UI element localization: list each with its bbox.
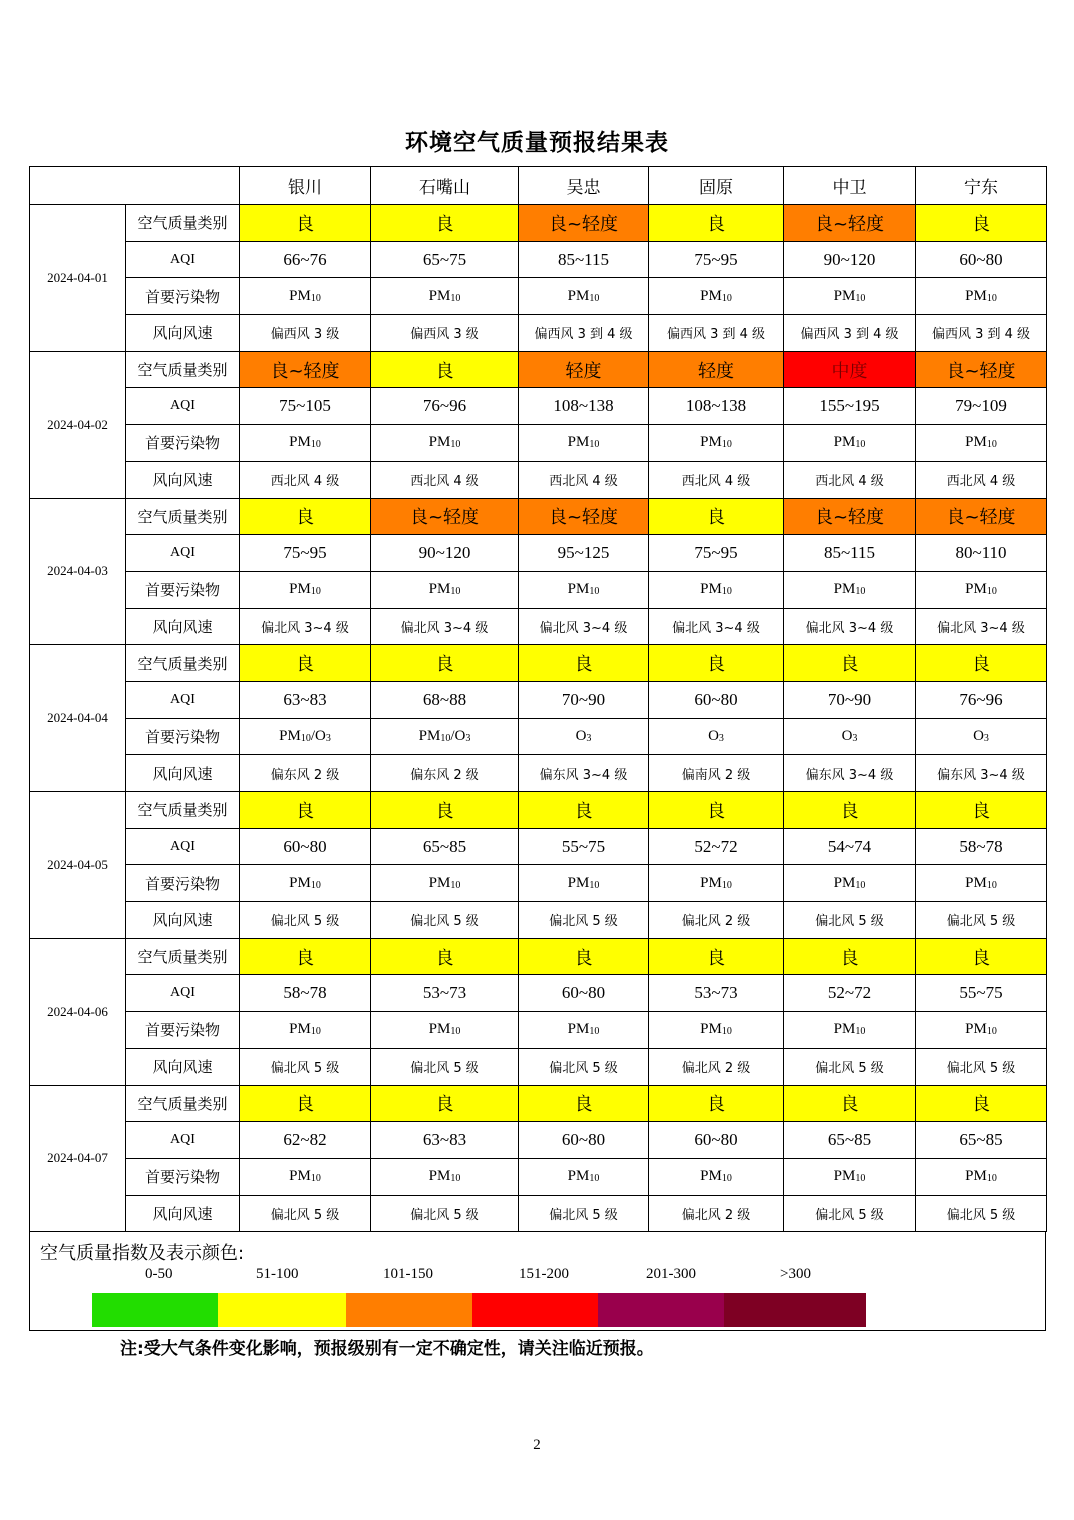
pollutant-cell: $PM_{10}/O_3$ (371, 718, 519, 755)
pollutant-cell: $PM_{10}$ (784, 865, 916, 902)
wind-cell: 偏北风 5 级 (916, 1048, 1047, 1085)
pollutant-cell: $PM_{10}$ (649, 425, 784, 462)
pollutant-cell: $PM_{10}$ (519, 865, 649, 902)
legend-color-swatch (472, 1293, 598, 1327)
pollutant-cell: $PM_{10}$ (371, 865, 519, 902)
wind-cell: 偏西风 3 到 4 级 (519, 315, 649, 352)
row-label-wind: 风向风速 (126, 902, 240, 939)
wind-cell: 偏西风 3 级 (240, 315, 371, 352)
pollutant-cell: $PM_{10}$ (784, 1012, 916, 1049)
wind-cell: 偏东风 2 级 (371, 755, 519, 792)
category-cell: 良 (371, 792, 519, 829)
table-row (30, 865, 1047, 902)
wind-cell: 西北风 4 级 (371, 461, 519, 498)
wind-cell: 偏北风 5 级 (784, 902, 916, 939)
pollutant-cell: $PM_{10}$ (371, 571, 519, 608)
date-cell: 2024-04-02 (30, 351, 126, 498)
category-cell: 良 (240, 205, 371, 242)
aqi-cell: 60~80 (240, 828, 371, 865)
table-row (30, 792, 1047, 829)
header-corner (30, 167, 240, 205)
wind-cell: 偏北风 3~4 级 (916, 608, 1047, 645)
table-row (30, 755, 1047, 792)
wind-cell: 偏北风 5 级 (371, 1048, 519, 1085)
pollutant-cell: $PM_{10}$ (240, 1158, 371, 1195)
wind-cell: 偏西风 3 到 4 级 (649, 315, 784, 352)
wind-cell: 偏北风 5 级 (371, 902, 519, 939)
pollutant-cell: $PM_{10}$ (916, 1158, 1047, 1195)
wind-cell: 偏北风 5 级 (371, 1195, 519, 1232)
pollutant-cell: $PM_{10}$ (649, 571, 784, 608)
table-row (30, 498, 1047, 535)
aqi-cell: 70~90 (784, 681, 916, 718)
aqi-cell: 85~115 (519, 241, 649, 278)
aqi-cell: 63~83 (371, 1122, 519, 1159)
category-cell: 良 (916, 205, 1047, 242)
wind-cell: 偏北风 3~4 级 (784, 608, 916, 645)
category-cell: 中度 (784, 351, 916, 388)
wind-cell: 偏北风 2 级 (649, 1048, 784, 1085)
table-row (30, 241, 1047, 278)
category-cell: 良 (916, 792, 1047, 829)
date-cell: 2024-04-06 (30, 938, 126, 1085)
forecast-table (29, 166, 1047, 1232)
wind-cell: 西北风 4 级 (519, 461, 649, 498)
category-cell: 良 (784, 938, 916, 975)
aqi-cell: 60~80 (519, 1122, 649, 1159)
aqi-cell: 75~95 (649, 241, 784, 278)
row-label-aqi: AQI (126, 388, 240, 425)
date-cell: 2024-04-04 (30, 645, 126, 792)
category-cell: 良~轻度 (519, 205, 649, 242)
pollutant-cell: $PM_{10}$ (784, 1158, 916, 1195)
pollutant-cell: $PM_{10}$ (240, 1012, 371, 1049)
table-row (30, 315, 1047, 352)
aqi-cell: 76~96 (371, 388, 519, 425)
wind-cell: 西北风 4 级 (649, 461, 784, 498)
pollutant-cell: $PM_{10}$ (649, 1012, 784, 1049)
category-cell: 良 (649, 938, 784, 975)
legend-range-label: 0-50 (145, 1266, 173, 1282)
aqi-cell: 58~78 (240, 975, 371, 1012)
category-cell: 良 (371, 351, 519, 388)
category-cell: 良 (371, 645, 519, 682)
aqi-cell: 75~105 (240, 388, 371, 425)
category-cell: 轻度 (649, 351, 784, 388)
legend-range-label: 151-200 (519, 1266, 569, 1282)
aqi-cell: 70~90 (519, 681, 649, 718)
pollutant-cell: $PM_{10}$ (916, 278, 1047, 315)
aqi-cell: 68~88 (371, 681, 519, 718)
date-cell: 2024-04-05 (30, 792, 126, 939)
wind-cell: 偏北风 3~4 级 (649, 608, 784, 645)
category-cell: 良 (649, 645, 784, 682)
wind-cell: 偏北风 5 级 (916, 1195, 1047, 1232)
wind-cell: 偏北风 5 级 (784, 1048, 916, 1085)
wind-cell: 西北风 4 级 (784, 461, 916, 498)
table-row (30, 828, 1047, 865)
wind-cell: 偏西风 3 级 (371, 315, 519, 352)
aqi-cell: 60~80 (519, 975, 649, 1012)
wind-cell: 偏南风 2 级 (649, 755, 784, 792)
pollutant-cell: $PM_{10}$ (784, 278, 916, 315)
wind-cell: 偏西风 3 到 4 级 (784, 315, 916, 352)
wind-cell: 偏北风 5 级 (240, 1195, 371, 1232)
category-cell: 良~轻度 (916, 498, 1047, 535)
aqi-cell: 52~72 (784, 975, 916, 1012)
wind-cell: 偏北风 5 级 (519, 1195, 649, 1232)
row-label-pollutant: 首要污染物 (126, 425, 240, 462)
table-row (30, 608, 1047, 645)
wind-cell: 偏北风 2 级 (649, 902, 784, 939)
table-row (30, 1012, 1047, 1049)
row-label-pollutant: 首要污染物 (126, 1012, 240, 1049)
table-row (30, 938, 1047, 975)
pollutant-cell: $PM_{10}$ (649, 278, 784, 315)
table-row (30, 425, 1047, 462)
pollutant-cell: $PM_{10}$ (916, 1012, 1047, 1049)
row-label-wind: 风向风速 (126, 608, 240, 645)
category-cell: 良 (784, 792, 916, 829)
aqi-cell: 53~73 (371, 975, 519, 1012)
legend-color-swatch (218, 1293, 346, 1327)
wind-cell: 偏西风 3 到 4 级 (916, 315, 1047, 352)
aqi-cell: 85~115 (784, 535, 916, 572)
pollutant-cell: $PM_{10}$ (519, 571, 649, 608)
aqi-cell: 55~75 (519, 828, 649, 865)
pollutant-cell: $PM_{10}$ (916, 865, 1047, 902)
disclaimer-note: 注:受大气条件变化影响，预报级别有一定不确定性，请关注临近预报。 (120, 1339, 654, 1359)
table-row (30, 1085, 1047, 1122)
table-row (30, 1122, 1047, 1159)
pollutant-cell: $PM_{10}$ (784, 425, 916, 462)
legend-color-swatch (346, 1293, 472, 1327)
city-header: 宁东 (916, 167, 1047, 205)
pollutant-cell: $PM_{10}$ (240, 571, 371, 608)
aqi-cell: 60~80 (649, 681, 784, 718)
row-label-pollutant: 首要污染物 (126, 865, 240, 902)
pollutant-cell: $PM_{10}$ (240, 865, 371, 902)
page-title: 环境空气质量预报结果表 (405, 130, 669, 156)
aqi-cell: 60~80 (916, 241, 1047, 278)
wind-cell: 偏北风 5 级 (240, 902, 371, 939)
row-label-pollutant: 首要污染物 (126, 1158, 240, 1195)
category-cell: 良 (784, 645, 916, 682)
date-cell: 2024-04-03 (30, 498, 126, 645)
aqi-cell: 155~195 (784, 388, 916, 425)
row-label-aqi: AQI (126, 828, 240, 865)
wind-cell: 偏北风 2 级 (649, 1195, 784, 1232)
category-cell: 良 (649, 792, 784, 829)
category-cell: 良 (916, 645, 1047, 682)
row-label-pollutant: 首要污染物 (126, 571, 240, 608)
row-label-category: 空气质量类别 (126, 938, 240, 975)
aqi-cell: 76~96 (916, 681, 1047, 718)
date-cell: 2024-04-07 (30, 1085, 126, 1232)
row-label-wind: 风向风速 (126, 1048, 240, 1085)
category-cell: 良 (519, 1085, 649, 1122)
wind-cell: 偏北风 3~4 级 (519, 608, 649, 645)
category-cell: 良 (371, 1085, 519, 1122)
table-row (30, 351, 1047, 388)
city-header: 中卫 (784, 167, 916, 205)
page-number: 2 (533, 1437, 541, 1453)
aqi-cell: 79~109 (916, 388, 1047, 425)
city-header: 银川 (240, 167, 371, 205)
category-cell: 良 (649, 498, 784, 535)
legend-color-swatch (92, 1293, 218, 1327)
aqi-cell: 90~120 (371, 535, 519, 572)
row-label-wind: 风向风速 (126, 315, 240, 352)
table-row (30, 718, 1047, 755)
wind-cell: 偏东风 2 级 (240, 755, 371, 792)
row-label-aqi: AQI (126, 241, 240, 278)
category-cell: 良 (649, 1085, 784, 1122)
row-label-aqi: AQI (126, 975, 240, 1012)
table-row (30, 278, 1047, 315)
table-row (30, 388, 1047, 425)
table-row (30, 681, 1047, 718)
aqi-cell: 90~120 (784, 241, 916, 278)
pollutant-cell: $PM_{10}$ (649, 865, 784, 902)
category-cell: 良 (519, 645, 649, 682)
aqi-cell: 95~125 (519, 535, 649, 572)
city-header: 吴忠 (519, 167, 649, 205)
aqi-cell: 65~85 (371, 828, 519, 865)
wind-cell: 偏北风 5 级 (519, 1048, 649, 1085)
aqi-legend (29, 1232, 1046, 1331)
pollutant-cell: $O_3$ (519, 718, 649, 755)
legend-title: 空气质量指数及表示颜色: (40, 1243, 245, 1264)
pollutant-cell: $PM_{10}$ (784, 571, 916, 608)
pollutant-cell: $PM_{10}$ (240, 425, 371, 462)
aqi-cell: 55~75 (916, 975, 1047, 1012)
row-label-aqi: AQI (126, 1122, 240, 1159)
category-cell: 良 (649, 205, 784, 242)
legend-range-label: 51-100 (256, 1266, 299, 1282)
row-label-aqi: AQI (126, 535, 240, 572)
category-cell: 良~轻度 (519, 498, 649, 535)
wind-cell: 偏北风 3~4 级 (240, 608, 371, 645)
table-row (30, 902, 1047, 939)
aqi-cell: 65~75 (371, 241, 519, 278)
row-label-wind: 风向风速 (126, 461, 240, 498)
pollutant-cell: $PM_{10}$ (519, 425, 649, 462)
category-cell: 良 (240, 792, 371, 829)
aqi-cell: 53~73 (649, 975, 784, 1012)
aqi-cell: 58~78 (916, 828, 1047, 865)
aqi-cell: 54~74 (784, 828, 916, 865)
wind-cell: 偏东风 3~4 级 (916, 755, 1047, 792)
aqi-cell: 63~83 (240, 681, 371, 718)
legend-range-label: >300 (780, 1266, 811, 1282)
row-label-wind: 风向风速 (126, 1195, 240, 1232)
aqi-cell: 52~72 (649, 828, 784, 865)
aqi-cell: 62~82 (240, 1122, 371, 1159)
wind-cell: 西北风 4 级 (916, 461, 1047, 498)
aqi-cell: 75~95 (649, 535, 784, 572)
category-cell: 良~轻度 (784, 205, 916, 242)
row-label-category: 空气质量类别 (126, 351, 240, 388)
category-cell: 良 (371, 205, 519, 242)
table-row (30, 571, 1047, 608)
pollutant-cell: $PM_{10}$ (371, 425, 519, 462)
aqi-cell: 66~76 (240, 241, 371, 278)
city-header: 石嘴山 (371, 167, 519, 205)
legend-color-swatch (724, 1293, 866, 1327)
pollutant-cell: $PM_{10}$ (519, 278, 649, 315)
aqi-cell: 65~85 (916, 1122, 1047, 1159)
table-row (30, 1158, 1047, 1195)
category-cell: 良 (916, 938, 1047, 975)
category-cell: 良 (519, 938, 649, 975)
wind-cell: 偏北风 5 级 (784, 1195, 916, 1232)
pollutant-cell: $PM_{10}$ (519, 1012, 649, 1049)
category-cell: 轻度 (519, 351, 649, 388)
wind-cell: 偏北风 5 级 (240, 1048, 371, 1085)
pollutant-cell: $PM_{10}$ (649, 1158, 784, 1195)
row-label-aqi: AQI (126, 681, 240, 718)
header-row (30, 167, 1047, 205)
table-row (30, 205, 1047, 242)
wind-cell: 偏东风 3~4 级 (784, 755, 916, 792)
pollutant-cell: $O_3$ (784, 718, 916, 755)
pollutant-cell: $PM_{10}$ (371, 1012, 519, 1049)
row-label-category: 空气质量类别 (126, 498, 240, 535)
aqi-cell: 75~95 (240, 535, 371, 572)
aqi-cell: 60~80 (649, 1122, 784, 1159)
category-cell: 良 (240, 498, 371, 535)
pollutant-cell: $PM_{10}$ (519, 1158, 649, 1195)
row-label-category: 空气质量类别 (126, 792, 240, 829)
legend-range-label: 101-150 (383, 1266, 433, 1282)
pollutant-cell: $PM_{10}$ (916, 571, 1047, 608)
row-label-category: 空气质量类别 (126, 1085, 240, 1122)
row-label-pollutant: 首要污染物 (126, 718, 240, 755)
row-label-category: 空气质量类别 (126, 645, 240, 682)
table-row (30, 645, 1047, 682)
pollutant-cell: $PM_{10}$ (371, 1158, 519, 1195)
wind-cell: 西北风 4 级 (240, 461, 371, 498)
pollutant-cell: $O_3$ (649, 718, 784, 755)
row-label-wind: 风向风速 (126, 755, 240, 792)
row-label-category: 空气质量类别 (126, 205, 240, 242)
category-cell: 良~轻度 (784, 498, 916, 535)
legend-color-swatch (598, 1293, 724, 1327)
wind-cell: 偏东风 3~4 级 (519, 755, 649, 792)
pollutant-cell: $PM_{10}$ (240, 278, 371, 315)
city-header: 固原 (649, 167, 784, 205)
wind-cell: 偏北风 3~4 级 (371, 608, 519, 645)
row-label-pollutant: 首要污染物 (126, 278, 240, 315)
aqi-cell: 108~138 (649, 388, 784, 425)
date-cell: 2024-04-01 (30, 205, 126, 352)
category-cell: 良 (784, 1085, 916, 1122)
category-cell: 良 (240, 645, 371, 682)
table-row (30, 1048, 1047, 1085)
wind-cell: 偏北风 5 级 (519, 902, 649, 939)
aqi-cell: 65~85 (784, 1122, 916, 1159)
legend-range-label: 201-300 (646, 1266, 696, 1282)
category-cell: 良 (240, 938, 371, 975)
table-row (30, 1195, 1047, 1232)
pollutant-cell: $O_3$ (916, 718, 1047, 755)
category-cell: 良 (371, 938, 519, 975)
table-row (30, 461, 1047, 498)
pollutant-cell: $PM_{10}$ (371, 278, 519, 315)
aqi-cell: 80~110 (916, 535, 1047, 572)
category-cell: 良 (916, 1085, 1047, 1122)
category-cell: 良~轻度 (916, 351, 1047, 388)
category-cell: 良 (240, 1085, 371, 1122)
pollutant-cell: $PM_{10}$ (916, 425, 1047, 462)
category-cell: 良 (519, 792, 649, 829)
table-row (30, 975, 1047, 1012)
table-row (30, 535, 1047, 572)
category-cell: 良~轻度 (371, 498, 519, 535)
pollutant-cell: $PM_{10}/O_3$ (240, 718, 371, 755)
aqi-cell: 108~138 (519, 388, 649, 425)
category-cell: 良~轻度 (240, 351, 371, 388)
wind-cell: 偏北风 5 级 (916, 902, 1047, 939)
